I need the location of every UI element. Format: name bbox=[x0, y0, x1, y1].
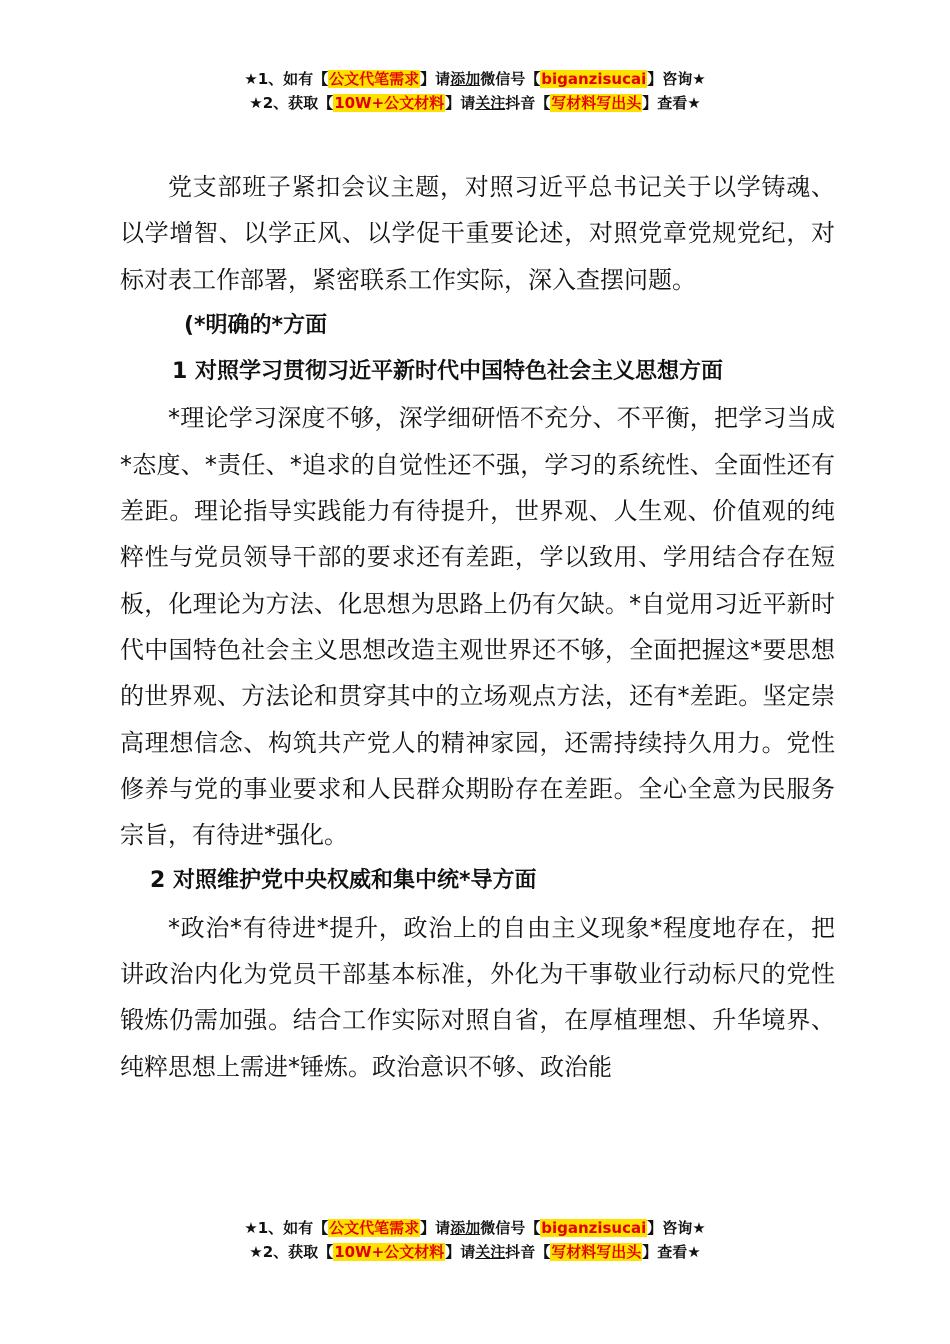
footer-line-1 bbox=[0, 1216, 950, 1240]
header-line-2 bbox=[0, 91, 950, 115]
highlight-douyin-account: 写材料写出头 bbox=[551, 94, 642, 112]
highlight-materials: 10W+公文材料 bbox=[334, 94, 445, 112]
footer-underlined: 关注 bbox=[475, 1243, 506, 1261]
paragraph-1: *理论学习深度不够，深学细研悟不充分、不平衡，把学习当成*态度、*责任、*追求的自觉性还不强，学习的系统性、全面性还有差距。理论指导实践能力有待提升，世界观、人生观、价值观的纯粹性与党员领导干部的要求还有差距，学以致用、学用结合存在短板，化理论为方法、化思想为思路上仍有欠缺。*自觉用习近平新时代中国特色社会主义思想改造主观世界还不够，全面把握这*要思想的世界观、方法论和贯穿其中的立场观点方法，还有*差距。坚定崇高理想信念、构筑共产党人的精神家园，还需持续持久用力。党性修养与党的事业要求和人民群众期盼存在差距。全心全意为民服务宗旨，有待进*强化。 bbox=[120, 404, 835, 850]
footer-line-2 bbox=[0, 1240, 950, 1264]
footer-text: ★1、如有【 bbox=[244, 1219, 329, 1237]
footer-text: 】请 bbox=[420, 1219, 451, 1237]
section-title: (*明确的*方面 bbox=[184, 312, 328, 338]
footer-text: 抖音【 bbox=[505, 1243, 551, 1261]
footer-text: 】查看★ bbox=[642, 1243, 701, 1261]
heading-1: 1 对照学习贯彻习近平新时代中国特色社会主义思想方面 bbox=[172, 359, 723, 385]
footer-text: 】请 bbox=[445, 1243, 476, 1261]
header-text: ★2、获取【 bbox=[249, 94, 334, 112]
header-underlined: 关注 bbox=[475, 94, 506, 112]
footer-underlined: 添加 bbox=[450, 1219, 481, 1237]
header-text: 】查看★ bbox=[642, 94, 701, 112]
header-text: 微信号【 bbox=[480, 70, 541, 88]
header-underlined: 添加 bbox=[450, 70, 481, 88]
header-text: 抖音【 bbox=[505, 94, 551, 112]
highlight-wechat-id: biganzisucai bbox=[541, 70, 647, 88]
highlight-materials: 10W+公文材料 bbox=[334, 1243, 445, 1261]
header-text: 】咨询★ bbox=[647, 70, 706, 88]
header-text: 】请 bbox=[445, 94, 476, 112]
header-text: ★1、如有【 bbox=[244, 70, 329, 88]
header-text: 】请 bbox=[420, 70, 451, 88]
footer-text: 】咨询★ bbox=[647, 1219, 706, 1237]
header-line-1 bbox=[0, 67, 950, 91]
paragraph-2: *政治*有待进*提升，政治上的自由主义现象*程度地存在，把讲政治内化为党员干部基本标准，外化为干事敬业行动标尺的党性锻炼仍需加强。结合工作实际对照自省，在厚植理想、升华境界、纯粹思想上需进*锤炼。政治意识不够、政治能 bbox=[120, 913, 835, 1081]
highlight-douyin-account: 写材料写出头 bbox=[551, 1243, 642, 1261]
highlight-service: 公文代笔需求 bbox=[329, 1219, 420, 1237]
highlight-wechat-id: biganzisucai bbox=[541, 1219, 647, 1237]
header-banner bbox=[0, 67, 950, 115]
highlight-service: 公文代笔需求 bbox=[329, 70, 420, 88]
document-body bbox=[120, 164, 835, 1090]
footer-text: ★2、获取【 bbox=[249, 1243, 334, 1261]
heading-2: 2 对照维护党中央权威和集中统*导方面 bbox=[150, 868, 537, 894]
footer-text: 微信号【 bbox=[480, 1219, 541, 1237]
footer-banner bbox=[0, 1216, 950, 1264]
intro-paragraph: 党支部班子紧扣会议主题，对照习近平总书记关于以学铸魂、以学增智、以学正风、以学促干重要论述，对照党章党规党纪，对标对表工作部署，紧密联系工作实际，深入查摆问题。 bbox=[120, 173, 835, 294]
